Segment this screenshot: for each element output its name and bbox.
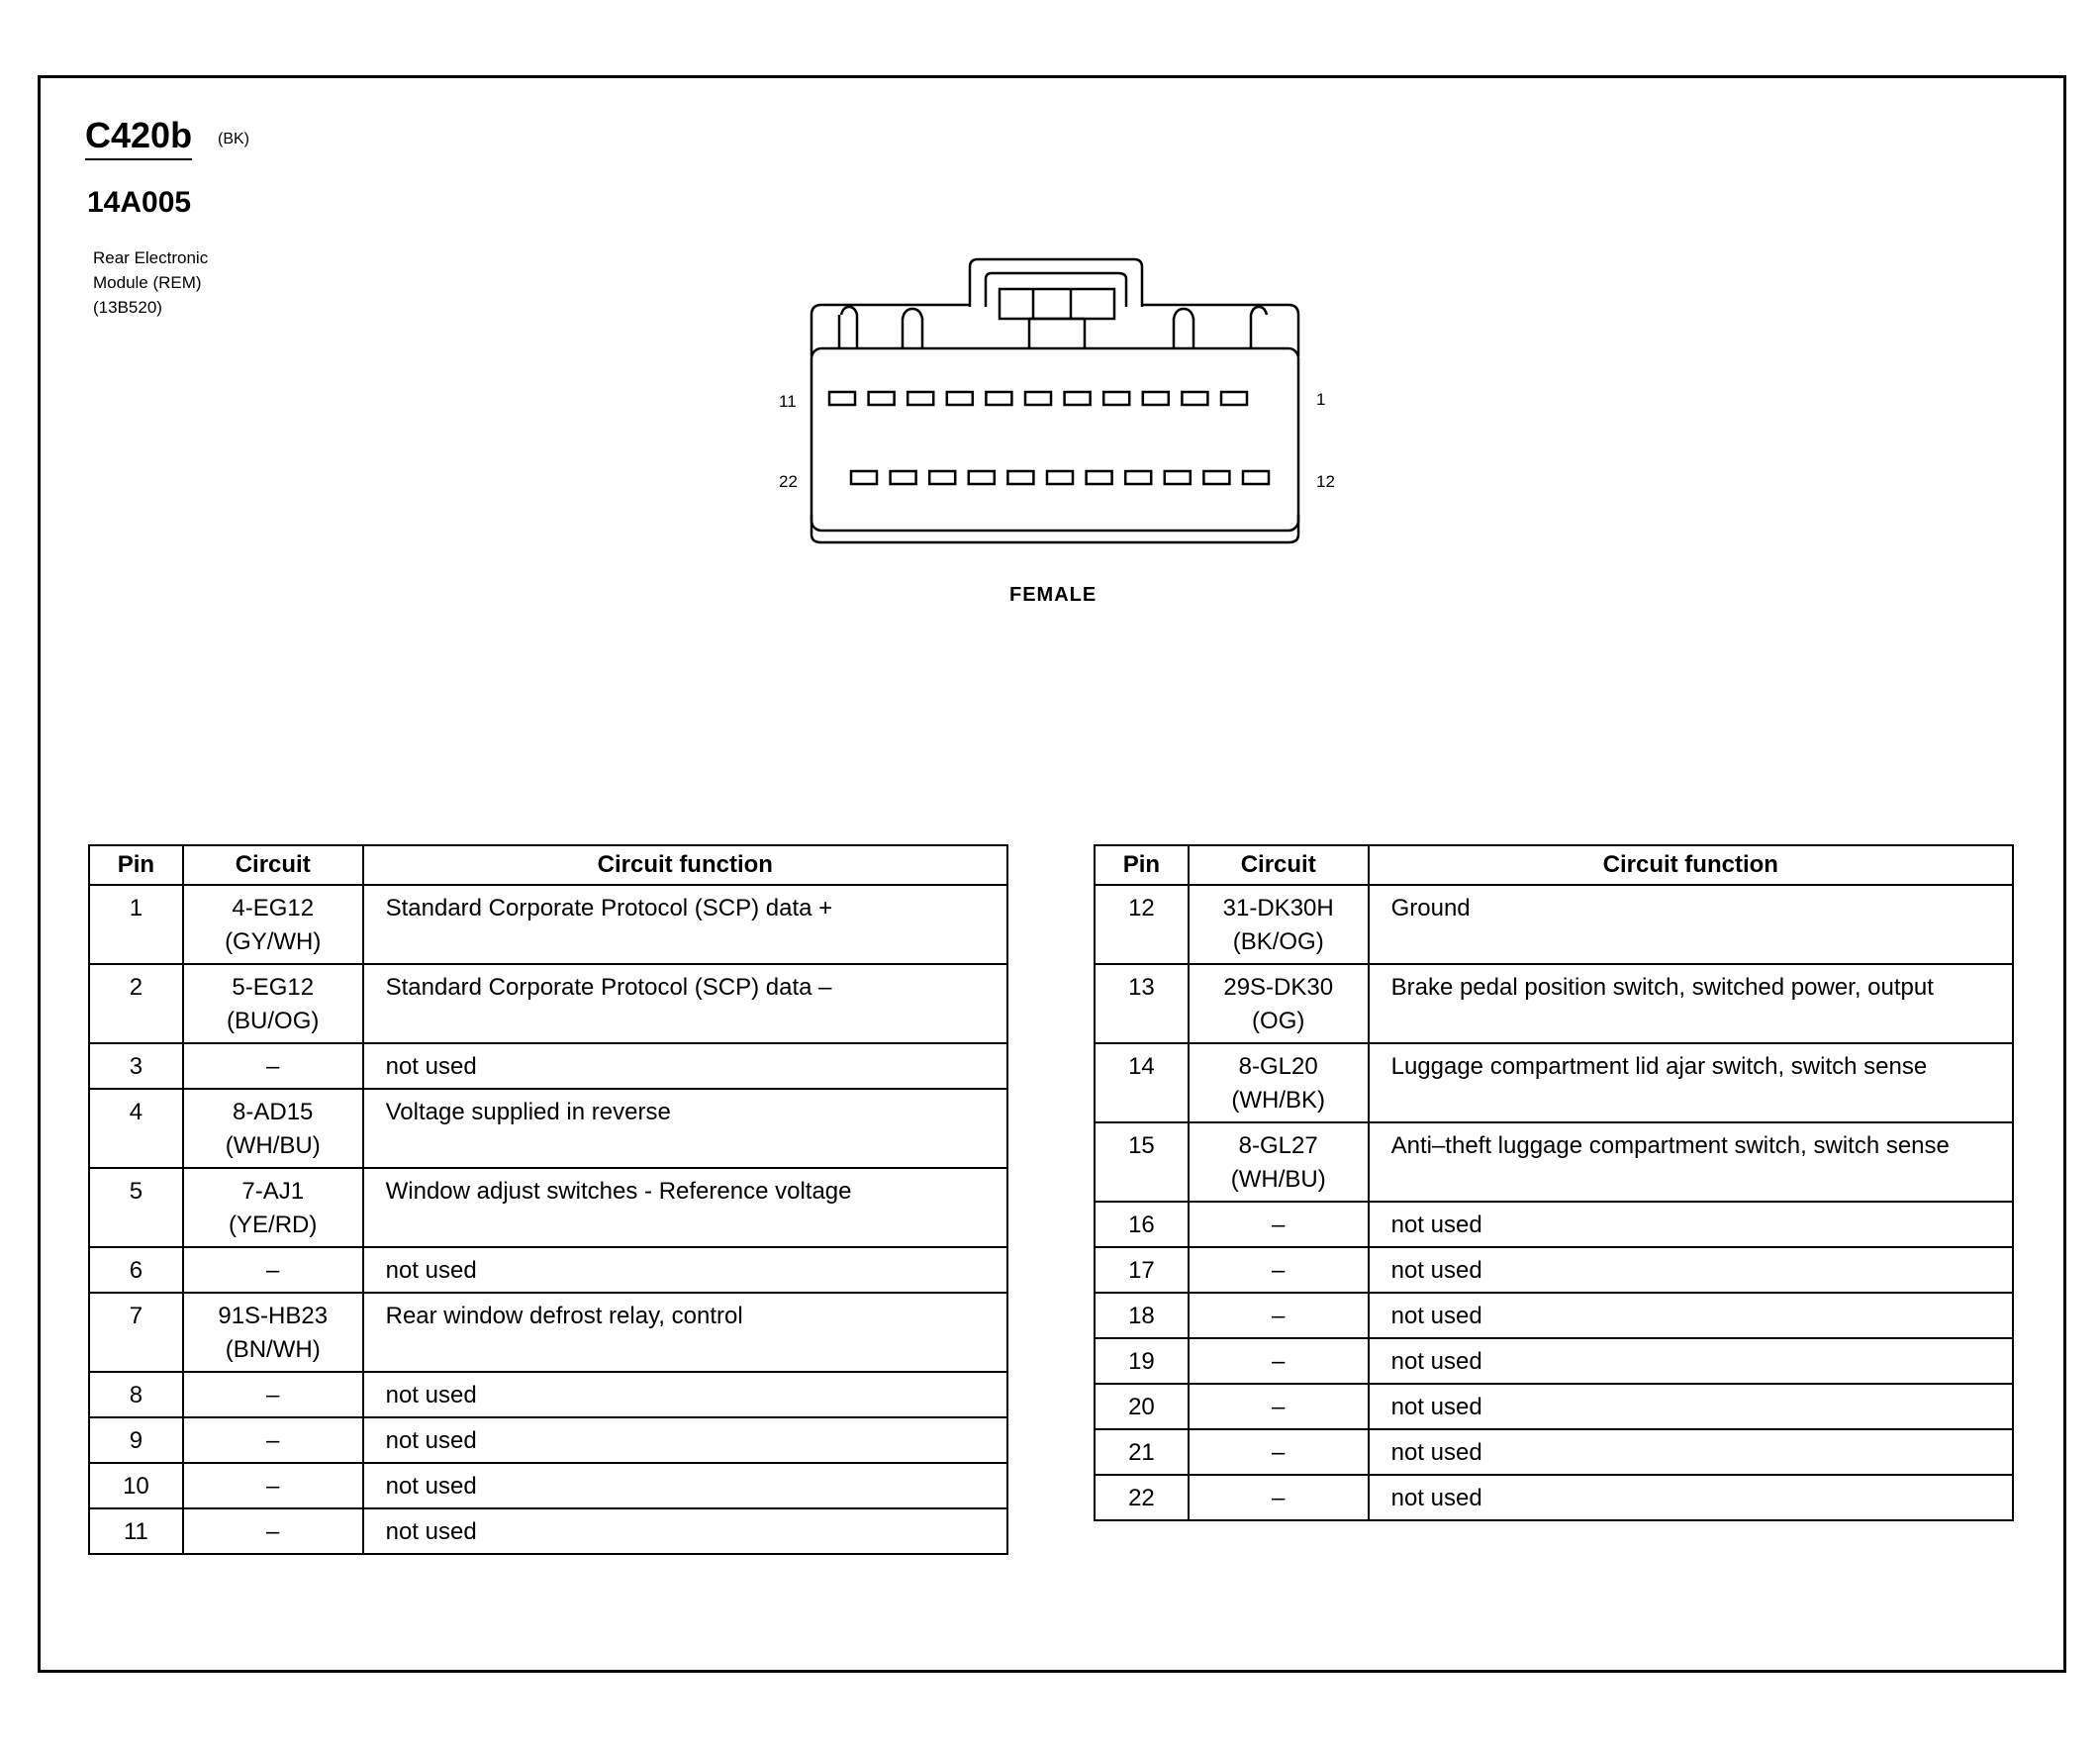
pin-cavity-15 [1125, 471, 1151, 484]
table-row: 2 5-EG12 (BU/OG) Standard Corporate Protocol (SCP) data – [89, 964, 1007, 1043]
table-row: 9 – not used [89, 1417, 1007, 1463]
header-circuit: Circuit [1189, 845, 1369, 885]
table-row: 7 91S-HB23 (BN/WH) Rear window defrost relay, control [89, 1293, 1007, 1372]
header-function: Circuit function [1369, 845, 2013, 885]
connector-gender: FEMALE [1009, 584, 1098, 606]
table-row: 6 – not used [89, 1247, 1007, 1293]
pin-cavity-17 [1047, 471, 1073, 484]
table-row: 18 – not used [1095, 1293, 2013, 1338]
header-pin: Pin [89, 845, 183, 885]
header-circuit: Circuit [183, 845, 363, 885]
pin-cavity-10 [869, 392, 895, 405]
table-row: 20 – not used [1095, 1384, 2013, 1429]
connector-body [811, 348, 1298, 531]
table-row: 8 – not used [89, 1372, 1007, 1417]
pin-cavity-8 [947, 392, 973, 405]
table-row: 15 8-GL27 (WH/BU) Anti–theft luggage compartment switch, switch sense [1095, 1122, 2013, 1202]
pin-cavity-12 [1243, 471, 1269, 484]
pin-cavity-20 [929, 471, 955, 484]
pin-cavity-14 [1165, 471, 1191, 484]
pin-cavity-3 [1143, 392, 1169, 405]
connector-color: (BK) [218, 131, 249, 147]
part-number: 14A005 [87, 186, 192, 219]
pin-cavity-5 [1065, 392, 1091, 405]
table-row: 21 – not used [1095, 1429, 2013, 1475]
pin-cavity-6 [1025, 392, 1051, 405]
table-row: 17 – not used [1095, 1247, 2013, 1293]
table-row: 19 – not used [1095, 1338, 2013, 1384]
pin-cavity-19 [969, 471, 995, 484]
pin-cavity-9 [907, 392, 933, 405]
pin-cavity-4 [1103, 392, 1129, 405]
connector-latch [970, 259, 1142, 307]
table-row: 14 8-GL20 (WH/BK) Luggage compartment lid ajar switch, switch sense [1095, 1043, 2013, 1122]
table-row: 5 7-AJ1 (YE/RD) Window adjust switches - Reference voltage [89, 1168, 1007, 1247]
table-row: 13 29S-DK30 (OG) Brake pedal position switch, switched power, output [1095, 964, 2013, 1043]
connector-face-diagram [752, 247, 1366, 554]
pin-label-1: 1 [1316, 390, 1326, 409]
pin-cavity-21 [891, 471, 916, 484]
pin-label-12: 12 [1316, 472, 1335, 491]
pin-cavity-16 [1087, 471, 1112, 484]
pin-table-left [88, 844, 1008, 1555]
module-name: Rear Electronic Module (REM) (13B520) [93, 248, 209, 317]
table-row: 12 31-DK30H (BK/OG) Ground [1095, 885, 2013, 964]
table-row: 11 – not used [89, 1508, 1007, 1554]
pin-cavity-18 [1007, 471, 1033, 484]
table-row: 16 – not used [1095, 1202, 2013, 1247]
pin-cavity-11 [829, 392, 855, 405]
pin-cavity-22 [851, 471, 877, 484]
table-row: 1 4-EG12 (GY/WH) Standard Corporate Protocol (SCP) data + [89, 885, 1007, 964]
pin-cavity-7 [986, 392, 1011, 405]
pin-table-right [1094, 844, 2014, 1521]
table-row: 3 – not used [89, 1043, 1007, 1089]
header-function: Circuit function [363, 845, 1007, 885]
pin-cavity-13 [1203, 471, 1229, 484]
table-row: 4 8-AD15 (WH/BU) Voltage supplied in reverse [89, 1089, 1007, 1168]
pin-label-11: 11 [779, 392, 797, 411]
pin-label-22: 22 [779, 472, 798, 491]
table-row: 22 – not used [1095, 1475, 2013, 1520]
table-row: 10 – not used [89, 1463, 1007, 1508]
header-pin: Pin [1095, 845, 1189, 885]
pin-cavity-1 [1221, 392, 1247, 405]
pin-cavity-2 [1182, 392, 1207, 405]
connector-id: C420b [85, 115, 192, 160]
